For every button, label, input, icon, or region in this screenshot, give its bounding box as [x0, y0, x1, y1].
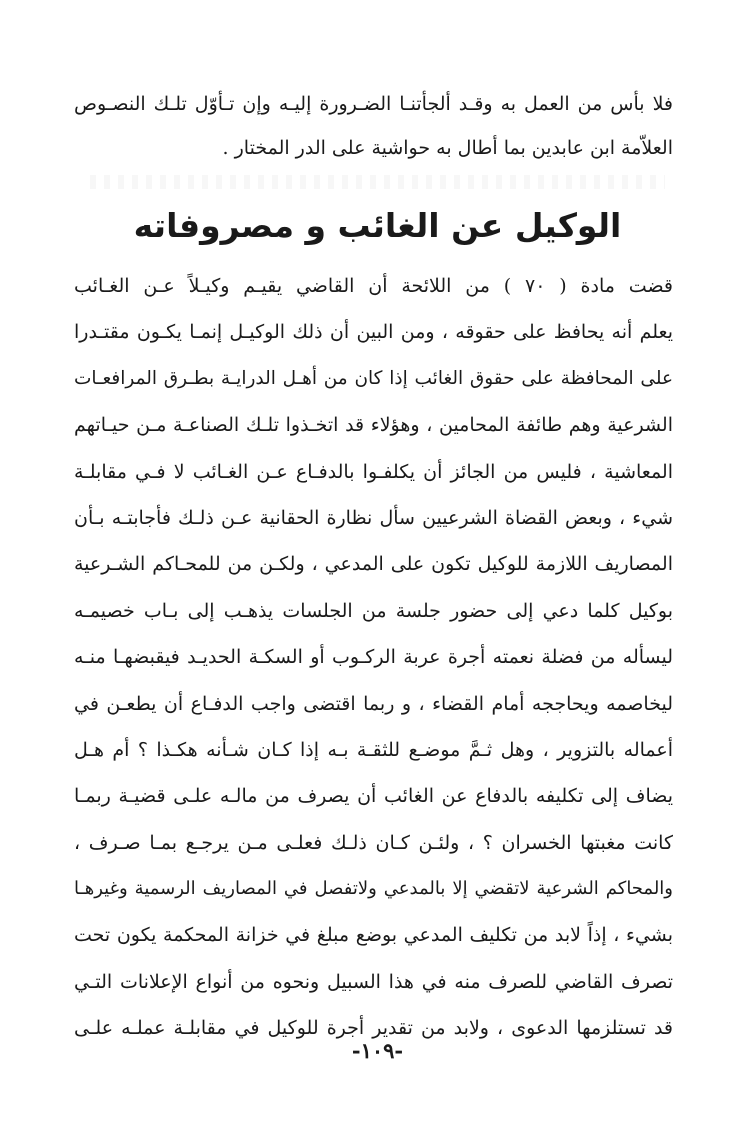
- page-number: -١٠٩-: [351, 1038, 404, 1063]
- text-line: ليسأله من فضلة نعمته أجرة عربة الركـوب أو السكـة الحديـد فيقبضهـا منـه: [74, 646, 673, 669]
- bleed-through-shadow: [90, 175, 665, 189]
- text-line: كانت مغبتها الخسران ؟ ، ولئـن كـان ذلـك فعلـى مـن يرجـع بمـا صـرف ،: [74, 831, 673, 854]
- text-line: على المحافظة على حقوق الغائب إذا كان من أهـل الدرايـة بطـرق المرافعـات: [74, 367, 673, 389]
- text-line: الشرعية وهم طائفة المحامين ، وهؤلاء قد اتخـذوا تلـك الصناعـة مـن حيـاتهم: [74, 414, 673, 437]
- section-heading: الوكيل عن الغائب و مصروفاته: [133, 206, 622, 245]
- text-line: بوكيل كلما دعي إلى حضور جلسة من الجلسات يذهـب إلى بـاب خصيمـه: [74, 599, 673, 622]
- text-line: المصاريف اللازمة للوكيل تكون على المدعي ، ولكـن من للمحـاكم الشـرعية: [74, 553, 673, 576]
- text-line: بشيء ، إذاً لابد من تكليف المدعي بوضع مبلغ في خزانة المحكمة يكون تحت: [74, 924, 673, 947]
- text-line: أعماله بالتزوير ، وهل ثـمَّ موضـع للثقـة بـه إذا كـان شـأنه هكـذا ؟ أم هـل: [74, 738, 673, 761]
- text-line: فلا بأس من العمل به وقـد ألجأتنـا الضـرورة إليـه وإن تـأوّل تلـك النصـوص: [74, 93, 673, 115]
- text-line: ليخاصمه ويحاججه أمام القضاء ، و ربما اقتضى واجب الدفـاع أن يطعـن في: [74, 692, 673, 715]
- text-line: قضت مادة ( ٧٠ ) من اللائحة أن القاضي يقيـم وكيـلاً عـن الغـائب: [74, 275, 673, 297]
- text-line: يعلم أنه يحافظ على حقوقه ، ومن البين أن ذلك الوكيـل إنمـا يكـون مقتـدرا: [74, 321, 673, 344]
- text-line: تصرف القاضي للصرف منه في هذا السبيل ونحوه من أنواع الإعلانات التـي: [74, 970, 673, 993]
- text-line: يضاف إلى تكليفه بالدفاع عن الغائب أن يصرف من مالـه علـى قضيـة ربمـا: [74, 785, 673, 808]
- text-line: والمحاكم الشرعية لاتقضي إلا بالمدعي ولاتفصل في المصاريف الرسمية وغيرهـا: [74, 878, 673, 900]
- text-line: العلاّمة ابن عابدين بما أطال به حواشية على الدر المختار .: [222, 137, 673, 159]
- text-line: قد تستلزمها الدعوى ، ولابد من تقدير أجرة للوكيل في مقابلـة عملـه علـى: [74, 1017, 673, 1040]
- text-line: شيء ، وبعض القضاة الشرعيين سأل نظارة الحقانية عـن ذلـك فأجابتـه بـأن: [74, 506, 673, 529]
- body-paragraph: [74, 263, 673, 1052]
- text-line: المعاشية ، فليس من الجائز أن يكلفـوا بالدفـاع عـن الغـائب لا فـي مقابلـة: [74, 460, 673, 483]
- intro-paragraph: [74, 82, 673, 170]
